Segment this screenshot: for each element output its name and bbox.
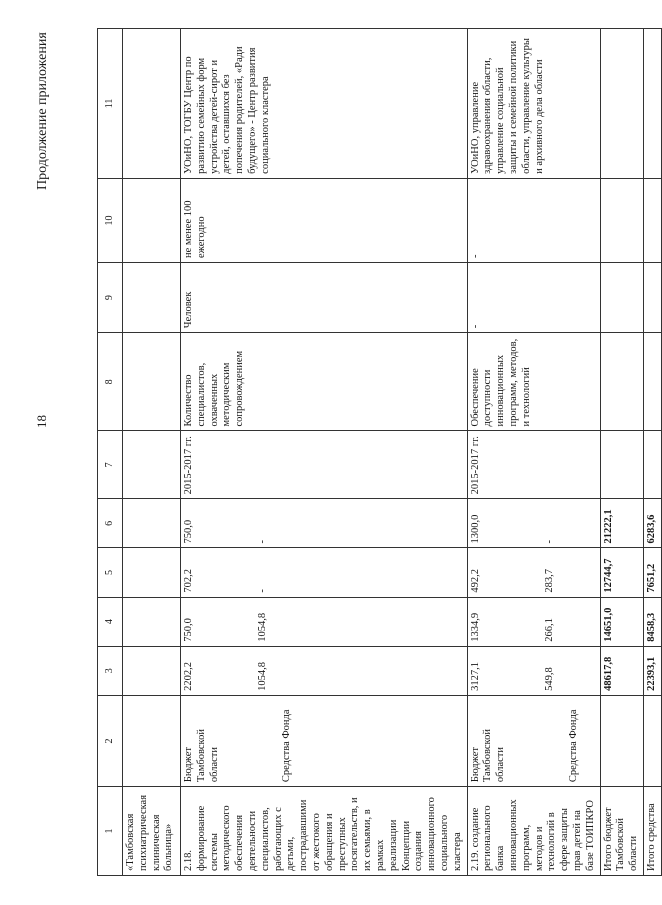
col5-values: 492,2 283,7 bbox=[467, 548, 600, 597]
col3-values: 2202,2 1054,8 bbox=[181, 646, 468, 695]
col4-values: 1334,9 266,1 bbox=[467, 597, 600, 646]
unit: Человек bbox=[181, 263, 468, 333]
col5-values: 702,2 - bbox=[181, 548, 468, 597]
table-row-continuation bbox=[123, 29, 181, 876]
col-header-4: 4 bbox=[98, 597, 123, 646]
continuation-cell: «Тамбовская психиатрическая клиническая больница» bbox=[123, 787, 181, 876]
col-header-7: 7 bbox=[98, 431, 123, 499]
col6-values: 750,0 - bbox=[181, 499, 468, 548]
total-budget-label: Итого бюджет Тамбовской области bbox=[600, 787, 643, 876]
col-header-10: 10 bbox=[98, 178, 123, 262]
funding-sources bbox=[467, 695, 600, 786]
source-fund: Средства Фонда bbox=[567, 709, 579, 783]
period: 2015-2017 гг. bbox=[467, 431, 600, 499]
total-all-label: Итого средства bbox=[643, 787, 661, 876]
target-value: не менее 100 ежегодно bbox=[181, 178, 468, 262]
col-header-6: 6 bbox=[98, 499, 123, 548]
col-header-3: 3 bbox=[98, 646, 123, 695]
table-row-2-18 bbox=[181, 29, 468, 876]
table-row-total-all bbox=[643, 29, 661, 876]
total-all-c4: 8458,3 bbox=[643, 597, 661, 646]
total-budget-c3: 48617,8 bbox=[600, 646, 643, 695]
col-header-9: 9 bbox=[98, 263, 123, 333]
total-all-c5: 7651,2 bbox=[643, 548, 661, 597]
source-fund: Средства Фонда bbox=[281, 709, 293, 783]
target-value: - bbox=[467, 178, 600, 262]
table-row-total-budget bbox=[600, 29, 643, 876]
col-header-1: 1 bbox=[98, 787, 123, 876]
col-header-2: 2 bbox=[98, 695, 123, 786]
page-header: Продолжение приложения bbox=[35, 32, 50, 190]
unit: - bbox=[467, 263, 600, 333]
total-budget-c6: 21222,1 bbox=[600, 499, 643, 548]
measure-description: 2.19. создание регионального банка инновационных программ, методов и технологий в сфере защиты прав детей на базе ТОИПКРО bbox=[467, 787, 600, 876]
total-budget-c4: 14651,0 bbox=[600, 597, 643, 646]
source-budget: Бюджет Тамбовской области bbox=[469, 729, 507, 783]
responsible: УОиНО, ТОГБУ Центр по развитию семейных форм устройства детей-сирот и детей, оставшихся без попечения родителей, «Ради будущего» - Центр развития социального кластера bbox=[181, 29, 468, 179]
indicator: Количество специалистов, охваченных методическим сопровождением bbox=[181, 333, 468, 431]
col-header-5: 5 bbox=[98, 548, 123, 597]
col-header-8: 8 bbox=[98, 333, 123, 431]
source-budget: Бюджет Тамбовской области bbox=[183, 729, 220, 783]
funding-sources bbox=[181, 695, 468, 786]
period: 2015-2017 гг. bbox=[181, 431, 468, 499]
col6-values: 1300,0 - bbox=[467, 499, 600, 548]
header-row bbox=[98, 29, 123, 876]
col-header-11: 11 bbox=[98, 29, 123, 179]
table-row-2-19 bbox=[467, 29, 600, 876]
indicator: Обеспечение доступности инновационных программ, методов, и технологий bbox=[467, 333, 600, 431]
measure-description: 2.18. формирование системы методического обеспечения деятельности специалистов, работающих с детьми, пострадавшими от жестокого обращения и преступных посягательств, и их семьями, в рамках реализации Концепции создания инновационного социального кластера bbox=[181, 787, 468, 876]
total-all-c3: 22393,1 bbox=[643, 646, 661, 695]
total-budget-c5: 12744,7 bbox=[600, 548, 643, 597]
program-table bbox=[97, 28, 662, 876]
responsible: УОиНО, управление здравоохранения области, управление социальной защиты и семейной политики области, управление культуры и архивного дела области bbox=[467, 29, 600, 179]
col4-values: 750,0 1054,8 bbox=[181, 597, 468, 646]
total-all-c6: 6283,6 bbox=[643, 499, 661, 548]
program-table-wrapper bbox=[97, 28, 657, 876]
col3-values: 3127,1 549,8 bbox=[467, 646, 600, 695]
page-number: 18 bbox=[34, 415, 49, 428]
